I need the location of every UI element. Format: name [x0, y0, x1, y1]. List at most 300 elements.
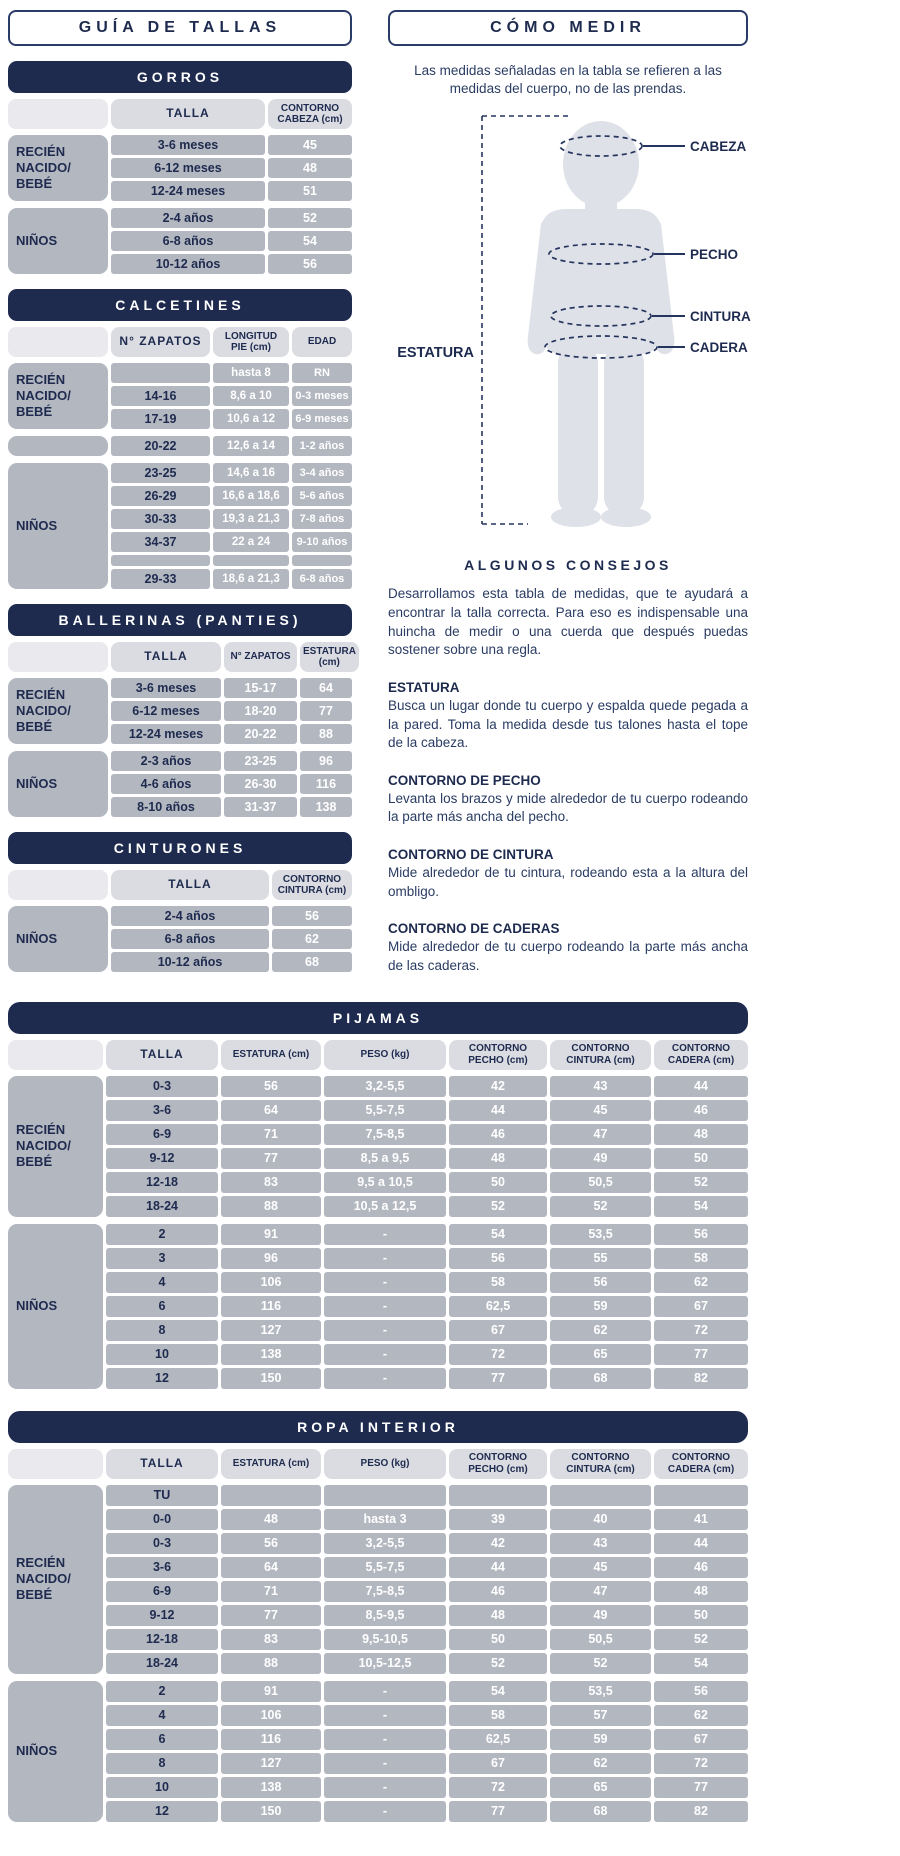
value-cell: 59 — [550, 1729, 651, 1750]
corner-cell — [8, 1040, 103, 1070]
value-cell: - — [324, 1320, 446, 1341]
size-tables-column — [8, 10, 356, 980]
size-cell: 2-3 años — [111, 751, 221, 771]
value-cell: 53,5 — [550, 1681, 651, 1702]
column-header: CONTORNO CINTURA (cm) — [272, 870, 352, 900]
group-rows — [106, 1076, 748, 1217]
value-cell: 49 — [550, 1605, 651, 1626]
group-rows — [111, 436, 352, 456]
table-row — [106, 1753, 748, 1774]
measure-tip-title: ESTATURA — [388, 679, 460, 695]
group-label: NIÑOS — [8, 1224, 103, 1389]
column-header: CONTORNO CINTURA (cm) — [550, 1449, 651, 1479]
value-cell: 54 — [449, 1224, 547, 1245]
value-cell: 44 — [654, 1533, 748, 1554]
table-cinturones — [8, 832, 352, 972]
value-cell: - — [324, 1248, 446, 1269]
table-row — [106, 1344, 748, 1365]
table-header-row — [8, 327, 352, 357]
table-row — [106, 1272, 748, 1293]
value-cell: - — [324, 1777, 446, 1798]
size-cell: 6-9 — [106, 1581, 218, 1602]
value-cell: 127 — [221, 1320, 321, 1341]
column-header: CONTORNO CADERA (cm) — [654, 1449, 748, 1479]
column-header: CONTORNO PECHO (cm) — [449, 1449, 547, 1479]
row-group — [8, 463, 352, 589]
size-cell: 9-12 — [106, 1605, 218, 1626]
table-row — [111, 532, 352, 552]
value-cell: 26-30 — [224, 774, 297, 794]
value-cell: 64 — [300, 678, 352, 698]
value-cell: 52 — [449, 1653, 547, 1674]
value-cell: 62 — [550, 1320, 651, 1341]
group-rows — [111, 678, 352, 744]
value-cell: 5,5-7,5 — [324, 1100, 446, 1121]
value-cell: 72 — [449, 1777, 547, 1798]
value-cell — [221, 1485, 321, 1506]
value-cell: 50,5 — [550, 1629, 651, 1650]
value-cell: 7,5-8,5 — [324, 1124, 446, 1145]
table-ropa-interior-title: ROPA INTERIOR — [8, 1411, 748, 1443]
table-row — [111, 158, 352, 178]
group-label: NIÑOS — [8, 208, 108, 274]
cabeza-label: CABEZA — [690, 139, 747, 155]
value-cell: 50 — [654, 1148, 748, 1169]
row-group — [8, 1076, 748, 1217]
table-pijamas-title: PIJAMAS — [8, 1002, 748, 1034]
table-row — [111, 231, 352, 251]
table-calcetines — [8, 289, 352, 589]
measure-tip-text: Levanta los brazos y mide alrededor de tu cuerpo rodeando la parte más ancha del pecho. — [388, 790, 748, 825]
size-cell: 2-4 años — [111, 208, 265, 228]
how-to-measure-column — [388, 10, 751, 980]
value-cell: 9,5 a 10,5 — [324, 1172, 446, 1193]
measure-tip-section — [388, 680, 748, 753]
value-cell: 1-2 años — [292, 436, 352, 456]
measure-tip-text: Busca un lugar donde tu cuerpo y espalda quede pegada a la pared. Toma la medida desde tus talones hasta el tope de la cabeza. — [388, 697, 748, 751]
column-header: TALLA — [111, 99, 265, 129]
table-body — [8, 1076, 748, 1389]
value-cell: 68 — [550, 1368, 651, 1389]
column-header: CONTORNO PECHO (cm) — [449, 1040, 547, 1070]
value-cell: - — [324, 1753, 446, 1774]
cadera-label: CADERA — [690, 340, 748, 356]
value-cell: 59 — [550, 1296, 651, 1317]
corner-cell — [8, 870, 108, 900]
measure-tip-title: CONTORNO DE PECHO — [388, 772, 541, 788]
pecho-label: PECHO — [690, 247, 739, 263]
value-cell: 14,6 a 16 — [213, 463, 289, 483]
table-row — [111, 436, 352, 456]
size-cell: 2 — [106, 1224, 218, 1245]
table-row — [111, 555, 352, 566]
value-cell: 64 — [221, 1100, 321, 1121]
value-cell: 62 — [654, 1705, 748, 1726]
value-cell: 46 — [654, 1557, 748, 1578]
size-cell: 6-12 meses — [111, 701, 221, 721]
value-cell: 57 — [550, 1705, 651, 1726]
table-row — [111, 409, 352, 429]
column-header: TALLA — [106, 1040, 218, 1070]
table-header-row — [8, 1040, 748, 1070]
value-cell: 10,6 a 12 — [213, 409, 289, 429]
value-cell: 45 — [268, 135, 352, 155]
value-cell: 44 — [654, 1076, 748, 1097]
value-cell: RN — [292, 363, 352, 383]
value-cell: - — [324, 1224, 446, 1245]
size-cell: 12-24 meses — [111, 724, 221, 744]
value-cell: 47 — [550, 1581, 651, 1602]
value-cell: 49 — [550, 1148, 651, 1169]
group-rows — [106, 1681, 748, 1822]
value-cell: 46 — [449, 1581, 547, 1602]
how-to-measure-title: CÓMO MEDIR — [388, 10, 748, 46]
value-cell: 127 — [221, 1753, 321, 1774]
size-cell: 12-18 — [106, 1172, 218, 1193]
value-cell: 45 — [550, 1557, 651, 1578]
value-cell: 52 — [268, 208, 352, 228]
table-header-row — [8, 870, 352, 900]
table-header-row — [8, 642, 356, 672]
value-cell: 52 — [550, 1196, 651, 1217]
measure-tip-section — [388, 773, 748, 827]
value-cell — [449, 1485, 547, 1506]
value-cell: hasta 8 — [213, 363, 289, 383]
corner-cell — [8, 99, 108, 129]
column-header: ESTATURA (cm) — [221, 1449, 321, 1479]
column-header: EDAD — [292, 327, 352, 357]
value-cell: 54 — [268, 231, 352, 251]
value-cell: 16,6 a 18,6 — [213, 486, 289, 506]
table-row — [106, 1729, 748, 1750]
consejos-text: Desarrollamos esta tabla de medidas, que te ayudará a encontrar la talla correcta. Para eso es indispensable una huincha de medir o una cuerda que después puedas sostener sobre una regla. — [388, 586, 748, 658]
size-cell: 18-24 — [106, 1196, 218, 1217]
value-cell: 91 — [221, 1681, 321, 1702]
value-cell: 96 — [221, 1248, 321, 1269]
value-cell: 3,2-5,5 — [324, 1076, 446, 1097]
table-row — [106, 1224, 748, 1245]
size-cell: TU — [106, 1485, 218, 1506]
table-row — [111, 678, 352, 698]
value-cell: 48 — [449, 1605, 547, 1626]
table-row — [106, 1296, 748, 1317]
value-cell: 10,5-12,5 — [324, 1653, 446, 1674]
column-header: N° ZAPATOS — [224, 642, 297, 672]
value-cell: 82 — [654, 1368, 748, 1389]
group-label: RECIÉN NACIDO/ BEBÉ — [8, 363, 108, 429]
table-row — [106, 1557, 748, 1578]
page-title: GUÍA DE TALLAS — [8, 10, 352, 46]
table-row — [111, 208, 352, 228]
value-cell: 54 — [654, 1653, 748, 1674]
table-row — [111, 569, 352, 589]
table-row — [106, 1076, 748, 1097]
size-cell: 2 — [106, 1681, 218, 1702]
value-cell: 6-8 años — [292, 569, 352, 589]
value-cell: 55 — [550, 1248, 651, 1269]
column-header: PESO (kg) — [324, 1040, 446, 1070]
table-row — [111, 509, 352, 529]
value-cell: 116 — [221, 1296, 321, 1317]
table-row — [106, 1801, 748, 1822]
table-row — [111, 929, 352, 949]
column-header: TALLA — [106, 1449, 218, 1479]
value-cell: 68 — [550, 1801, 651, 1822]
value-cell: 8,5-9,5 — [324, 1605, 446, 1626]
table-row — [106, 1172, 748, 1193]
size-cell: 12-24 meses — [111, 181, 265, 201]
table-row — [111, 952, 352, 972]
group-label: RECIÉN NACIDO/ BEBÉ — [8, 135, 108, 201]
value-cell: 10,5 a 12,5 — [324, 1196, 446, 1217]
table-row — [106, 1368, 748, 1389]
value-cell: 8,5 a 9,5 — [324, 1148, 446, 1169]
value-cell: 138 — [221, 1777, 321, 1798]
size-cell: 17-19 — [111, 409, 210, 429]
size-cell: 30-33 — [111, 509, 210, 529]
body-silhouette-figure — [388, 104, 752, 542]
value-cell: 58 — [449, 1272, 547, 1293]
size-cell: 9-12 — [106, 1148, 218, 1169]
value-cell: 56 — [268, 254, 352, 274]
value-cell: - — [324, 1705, 446, 1726]
size-cell: 4-6 años — [111, 774, 221, 794]
value-cell: 150 — [221, 1368, 321, 1389]
table-row — [106, 1100, 748, 1121]
value-cell: - — [324, 1368, 446, 1389]
size-cell: 3-6 — [106, 1557, 218, 1578]
value-cell: 0-3 meses — [292, 386, 352, 406]
table-row — [106, 1248, 748, 1269]
table-row — [111, 751, 352, 771]
value-cell: - — [324, 1681, 446, 1702]
value-cell: 72 — [654, 1320, 748, 1341]
value-cell: 82 — [654, 1801, 748, 1822]
size-cell: 6 — [106, 1296, 218, 1317]
table-header-row — [8, 1449, 748, 1479]
value-cell: 88 — [221, 1196, 321, 1217]
column-header: CONTORNO CADERA (cm) — [654, 1040, 748, 1070]
value-cell: 12,6 a 14 — [213, 436, 289, 456]
size-cell: 6-8 años — [111, 929, 269, 949]
size-cell: 10 — [106, 1344, 218, 1365]
consejos-title: ALGUNOS CONSEJOS — [464, 557, 672, 574]
table-pijamas — [8, 1002, 748, 1389]
group-rows — [111, 463, 352, 589]
value-cell: 54 — [449, 1681, 547, 1702]
row-group — [8, 363, 352, 429]
size-cell: 3 — [106, 1248, 218, 1269]
value-cell: 31-37 — [224, 797, 297, 817]
size-cell: 12 — [106, 1801, 218, 1822]
value-cell: 5-6 años — [292, 486, 352, 506]
size-cell: 10-12 años — [111, 952, 269, 972]
corner-cell — [8, 1449, 103, 1479]
size-cell: 8 — [106, 1753, 218, 1774]
value-cell: 116 — [300, 774, 352, 794]
column-header: N° ZAPATOS — [111, 327, 210, 357]
group-rows — [106, 1485, 748, 1674]
value-cell: 150 — [221, 1801, 321, 1822]
value-cell: 56 — [272, 906, 352, 926]
table-row — [106, 1124, 748, 1145]
value-cell: 6-9 meses — [292, 409, 352, 429]
table-row — [111, 363, 352, 383]
value-cell: 72 — [654, 1753, 748, 1774]
value-cell: - — [324, 1729, 446, 1750]
table-body — [8, 906, 352, 972]
table-row — [111, 181, 352, 201]
value-cell: 50 — [449, 1172, 547, 1193]
size-cell: 20-22 — [111, 436, 210, 456]
child-silhouette — [528, 121, 675, 527]
value-cell: 56 — [449, 1248, 547, 1269]
table-row — [111, 386, 352, 406]
value-cell: 67 — [654, 1729, 748, 1750]
value-cell: 71 — [221, 1124, 321, 1145]
table-body — [8, 135, 352, 274]
size-cell: 2-4 años — [111, 906, 269, 926]
column-header: CONTORNO CABEZA (cm) — [268, 99, 352, 129]
value-cell: 39 — [449, 1509, 547, 1530]
value-cell: 83 — [221, 1172, 321, 1193]
group-label: NIÑOS — [8, 1681, 103, 1822]
table-cinturones-title: CINTURONES — [8, 832, 352, 864]
column-header: ESTATURA (cm) — [221, 1040, 321, 1070]
value-cell: 72 — [449, 1344, 547, 1365]
value-cell: 44 — [449, 1100, 547, 1121]
value-cell: 20-22 — [224, 724, 297, 744]
column-header: LONGITUD PIE (cm) — [213, 327, 289, 357]
value-cell: 5,5-7,5 — [324, 1557, 446, 1578]
value-cell: 56 — [550, 1272, 651, 1293]
row-group — [8, 751, 352, 817]
size-cell: 3-6 — [106, 1100, 218, 1121]
group-label: NIÑOS — [8, 906, 108, 972]
table-row — [111, 774, 352, 794]
group-rows — [111, 363, 352, 429]
value-cell: 3-4 años — [292, 463, 352, 483]
row-group — [8, 1681, 748, 1822]
value-cell: 23-25 — [224, 751, 297, 771]
size-cell — [111, 555, 210, 566]
size-cell: 29-33 — [111, 569, 210, 589]
value-cell: 52 — [449, 1196, 547, 1217]
size-cell: 12-18 — [106, 1629, 218, 1650]
row-group — [8, 135, 352, 201]
size-cell: 10 — [106, 1777, 218, 1798]
value-cell: 62 — [550, 1753, 651, 1774]
table-row — [106, 1148, 748, 1169]
column-header: ESTATURA (cm) — [300, 642, 359, 672]
measure-tip-title: CONTORNO DE CINTURA — [388, 847, 554, 863]
group-label: RECIÉN NACIDO/ BEBÉ — [8, 1076, 103, 1217]
value-cell: 15-17 — [224, 678, 297, 698]
group-label: NIÑOS — [8, 463, 108, 589]
table-row — [111, 254, 352, 274]
table-row — [111, 797, 352, 817]
table-row — [106, 1196, 748, 1217]
group-rows — [106, 1224, 748, 1389]
value-cell: - — [324, 1344, 446, 1365]
table-row — [111, 701, 352, 721]
size-cell: 6 — [106, 1729, 218, 1750]
table-body — [8, 363, 352, 589]
value-cell: 50,5 — [550, 1172, 651, 1193]
value-cell: 42 — [449, 1076, 547, 1097]
table-row — [111, 486, 352, 506]
value-cell: 64 — [221, 1557, 321, 1578]
size-cell: 3-6 meses — [111, 135, 265, 155]
size-cell: 4 — [106, 1705, 218, 1726]
row-group — [8, 436, 352, 456]
table-row — [106, 1681, 748, 1702]
value-cell: 65 — [550, 1344, 651, 1365]
table-row — [106, 1485, 748, 1506]
table-gorros — [8, 61, 352, 274]
table-row — [111, 906, 352, 926]
value-cell: 65 — [550, 1777, 651, 1798]
table-ropa-interior — [8, 1411, 748, 1822]
value-cell: 46 — [654, 1100, 748, 1121]
value-cell: 48 — [654, 1581, 748, 1602]
value-cell: 77 — [449, 1801, 547, 1822]
value-cell: 77 — [221, 1148, 321, 1169]
table-row — [106, 1320, 748, 1341]
value-cell: 48 — [654, 1124, 748, 1145]
value-cell: 53,5 — [550, 1224, 651, 1245]
value-cell: 116 — [221, 1729, 321, 1750]
value-cell: 67 — [449, 1320, 547, 1341]
value-cell: 18,6 a 21,3 — [213, 569, 289, 589]
table-row — [106, 1605, 748, 1626]
value-cell: 62 — [272, 929, 352, 949]
row-group — [8, 906, 352, 972]
group-label: RECIÉN NACIDO/ BEBÉ — [8, 1485, 103, 1674]
value-cell: 62 — [654, 1272, 748, 1293]
value-cell: 3,2-5,5 — [324, 1533, 446, 1554]
value-cell: 18-20 — [224, 701, 297, 721]
table-row — [106, 1629, 748, 1650]
value-cell: 58 — [449, 1705, 547, 1726]
value-cell: 52 — [550, 1653, 651, 1674]
value-cell: 22 a 24 — [213, 532, 289, 552]
value-cell: 138 — [221, 1344, 321, 1365]
value-cell: 56 — [654, 1681, 748, 1702]
measure-tip-text: Mide alrededor de tu cuerpo rodeando la parte más ancha de las caderas. — [388, 939, 748, 973]
size-cell: 18-24 — [106, 1653, 218, 1674]
value-cell: - — [324, 1801, 446, 1822]
size-cell: 12 — [106, 1368, 218, 1389]
cintura-label: CINTURA — [690, 309, 751, 325]
value-cell: 58 — [654, 1248, 748, 1269]
value-cell: 41 — [654, 1509, 748, 1530]
value-cell: 50 — [449, 1629, 547, 1650]
value-cell: hasta 3 — [324, 1509, 446, 1530]
value-cell — [324, 1485, 446, 1506]
row-group — [8, 208, 352, 274]
value-cell: 62,5 — [449, 1729, 547, 1750]
size-cell: 6-12 meses — [111, 158, 265, 178]
value-cell: 44 — [449, 1557, 547, 1578]
measure-tip-section — [388, 847, 748, 901]
value-cell: 77 — [221, 1605, 321, 1626]
row-group — [8, 1485, 748, 1674]
value-cell: 52 — [654, 1629, 748, 1650]
table-calcetines-title: CALCETINES — [8, 289, 352, 321]
value-cell: 43 — [550, 1533, 651, 1554]
group-label: NIÑOS — [8, 751, 108, 817]
